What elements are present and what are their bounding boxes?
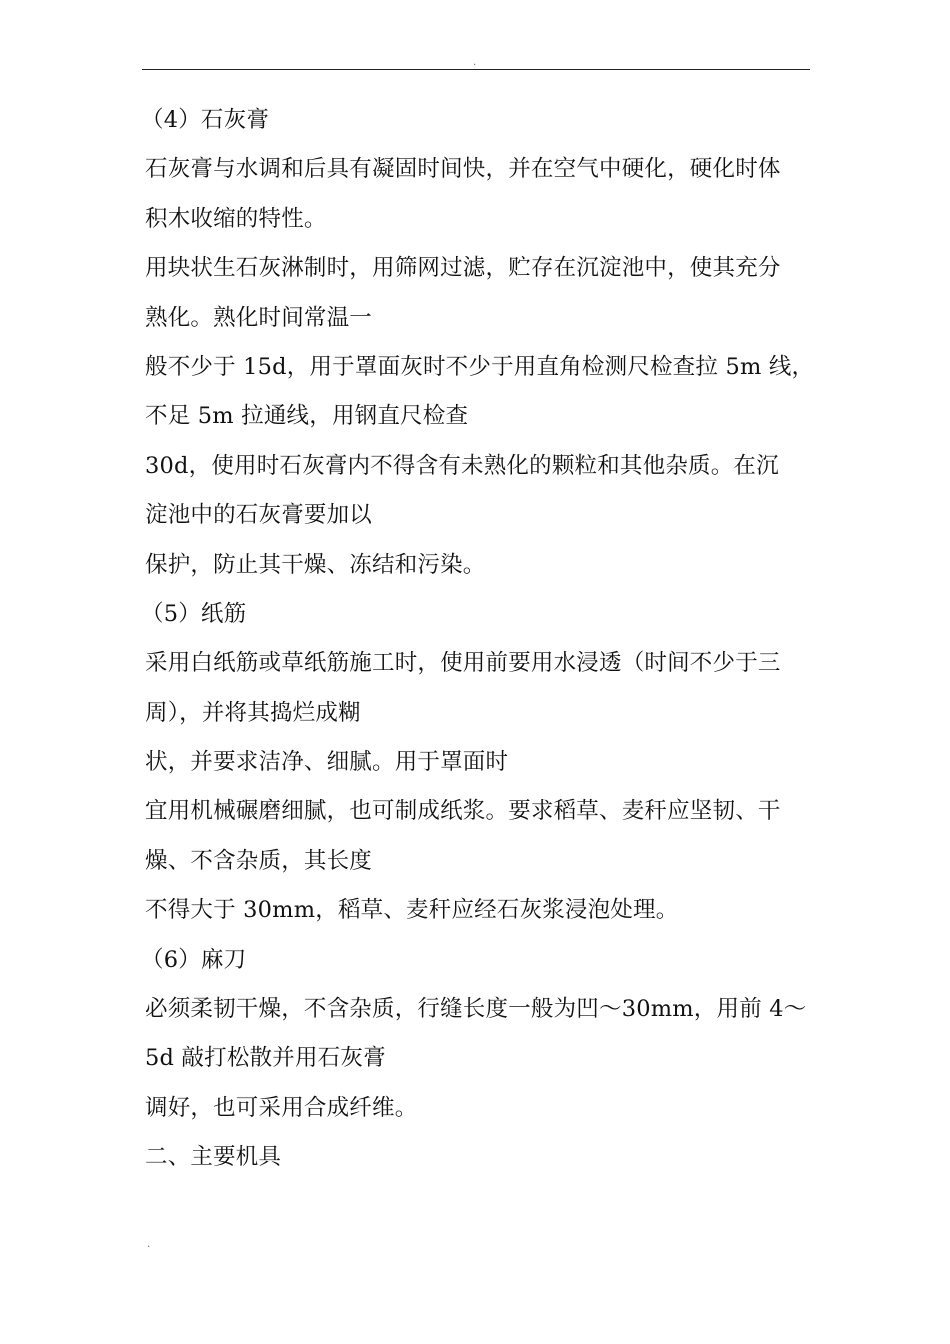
section-heading-paper-fiber: （5）纸筋 [141,600,247,627]
paragraph-line: 不足 5m 拉通线，用钢直尺检查 [145,403,469,430]
paragraph-line: 石灰膏与水调和后具有凝固时间快，并在空气中硬化，硬化时体 [145,156,781,183]
paragraph-line: 积木收缩的特性。 [145,205,327,232]
paragraph-line: 般不少于 15d，用于罩面灰时不少于用直角检测尺检查拉 5m 线， [145,353,815,380]
footer-mark: . [147,1239,151,1250]
section-heading-main-tools: 二、主要机具 [145,1144,282,1171]
document-body [141,96,815,1183]
paragraph-line: 用块状生石灰淋制时，用筛网过滤，贮存在沉淀池中，使其充分 [145,255,781,282]
paragraph-line: 周），并将其捣烂成糊 [145,699,361,726]
header-rule [142,69,810,70]
paragraph-line: 燥、不含杂质，其长度 [145,847,373,874]
section-heading-lime-putty: （4）石灰膏 [141,107,270,133]
paragraph-line: 调好，也可采用合成纤维。 [145,1094,418,1121]
paragraph-line: 5d 敲打松散并用石灰膏 [145,1045,386,1072]
paragraph-line: 保护，防止其干燥、冻结和污染。 [145,551,486,578]
header-mark: . [473,57,477,68]
paragraph-line: 熟化。熟化时间常温一 [145,304,373,331]
paragraph-line: 状，并要求洁净、细腻。用于罩面时 [145,749,509,776]
paragraph-line: 30d，使用时石灰膏内不得含有未熟化的颗粒和其他杂质。在沉 [145,452,779,479]
paragraph-line: 必须柔韧干燥，不含杂质，行缝长度一般为凹～30mm，用前 4～ [145,996,807,1023]
paragraph-line: 宜用机械碾磨细腻，也可制成纸浆。要求稻草、麦秆应坚韧、干 [145,798,781,825]
paragraph-line: 采用白纸筋或草纸筋施工时，使用前要用水浸透（时间不少于三 [145,650,781,677]
section-heading-hemp-fiber: （6）麻刀 [141,946,247,973]
paragraph-line: 不得大于 30mm，稻草、麦秆应经石灰浆浸泡处理。 [145,897,679,924]
paragraph-line: 淀池中的石灰膏要加以 [145,502,373,529]
